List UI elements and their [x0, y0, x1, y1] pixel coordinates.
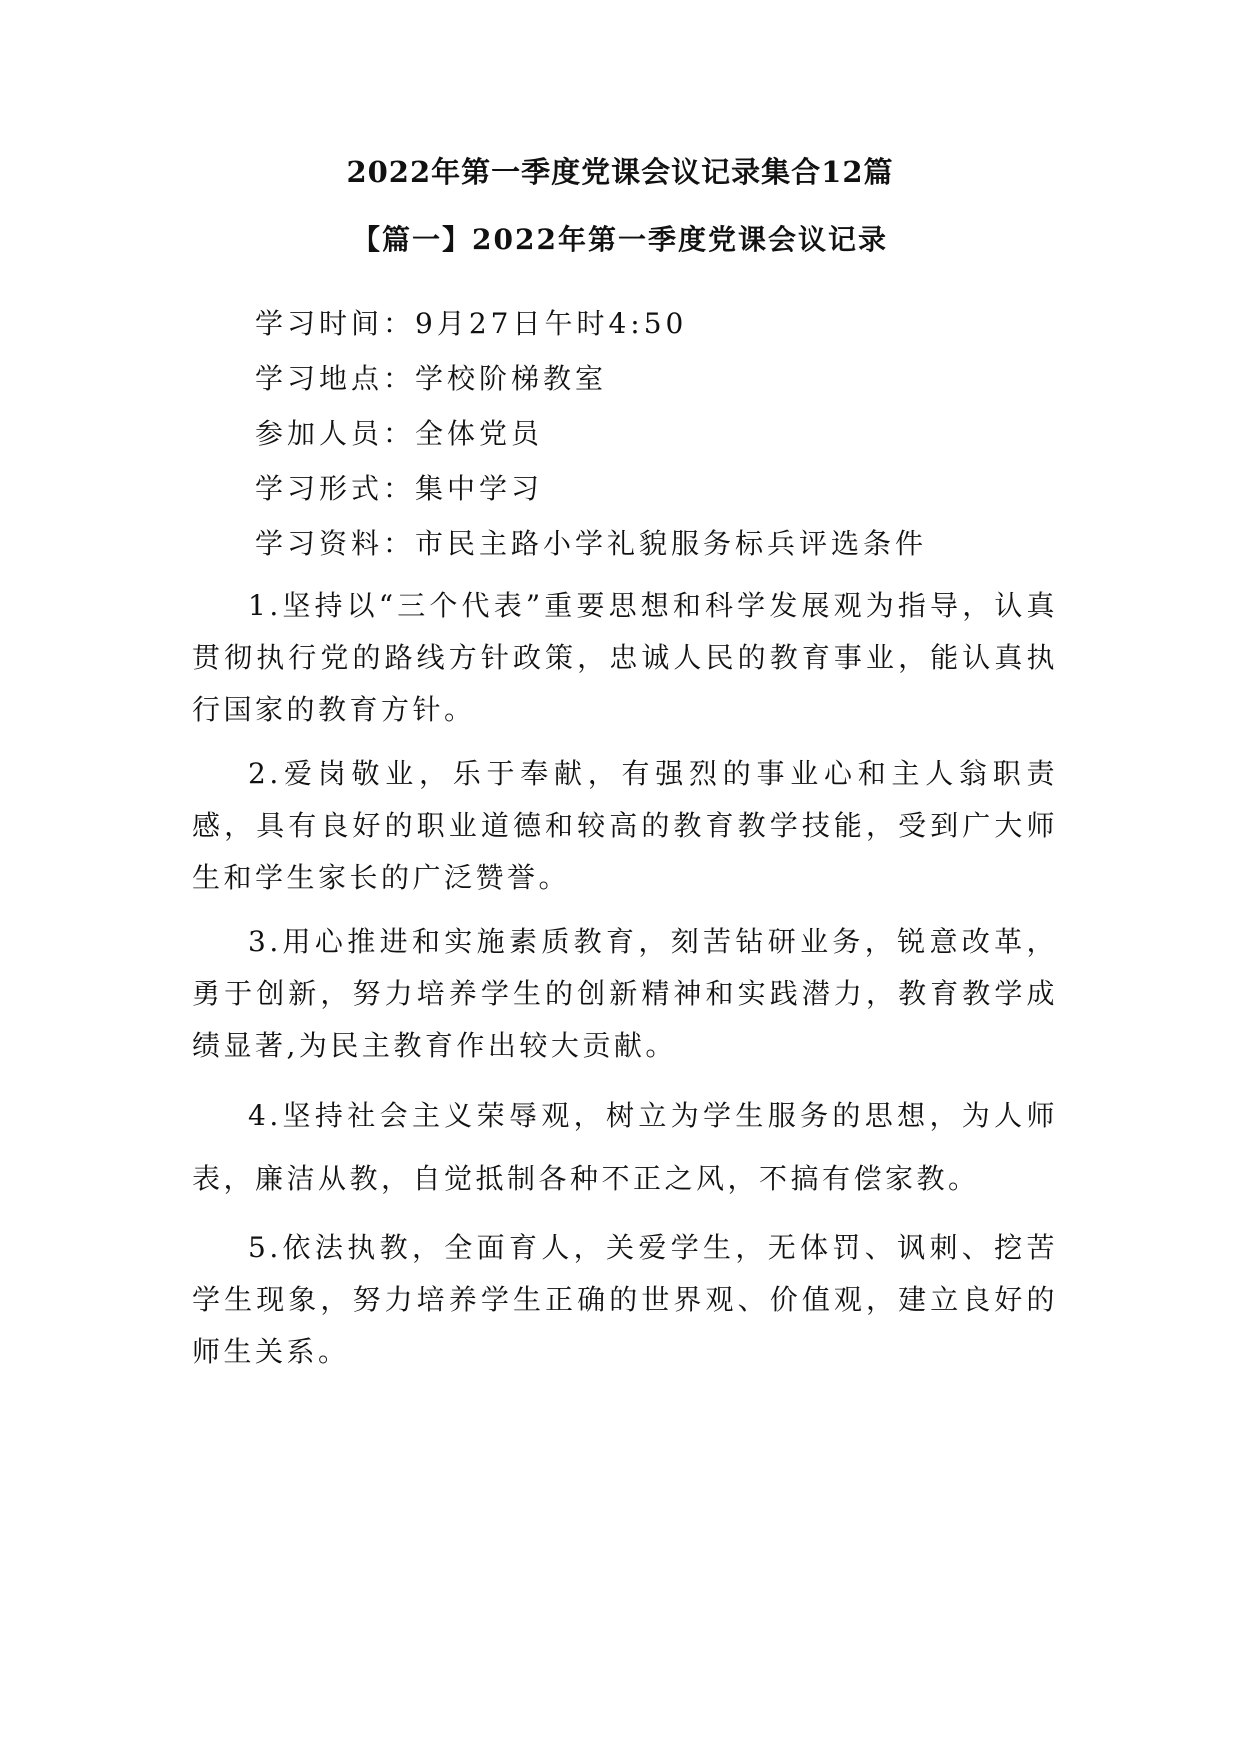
- attendees: 参加人员：全体党员: [255, 417, 544, 450]
- paragraph-4: 4.坚持社会主义荣辱观，树立为学生服务的思想，为人师表，廉洁从教，自觉抵制各种不正之风，不搞有偿家教。: [192, 1099, 1058, 1195]
- paragraph-5: 5.依法执教，全面育人，关爱学生，无体罚、讽刺、挖苦学生现象，努力培养学生正确的世界观、价值观，建立良好的师生关系。: [192, 1231, 1058, 1368]
- meeting-info-list: [255, 302, 1155, 577]
- section-heading: 【篇一】2022年第一季度党课会议记录: [352, 223, 888, 256]
- paragraph-2: 2.爱岗敬业，乐于奉献，有强烈的事业心和主人翁职责感，具有良好的职业道德和较高的教育教学技能，受到广大师生和学生家长的广泛赞誉。: [192, 757, 1058, 894]
- study-location: 学习地点：学校阶梯教室: [255, 362, 608, 395]
- study-format: 学习形式：集中学习: [255, 472, 544, 505]
- study-time: 学习时间：9月27日午时4:50: [255, 307, 688, 340]
- paragraph-3: 3.用心推进和实施素质教育，刻苦钻研业务，锐意改革，勇于创新，努力培养学生的创新精神和实践潜力，教育教学成绩显著,为民主教育作出较大贡献。: [192, 925, 1058, 1062]
- study-material: 学习资料：市民主路小学礼貌服务标兵评选条件: [255, 527, 928, 560]
- paragraph-1: 1.坚持以“三个代表”重要思想和科学发展观为指导，认真贯彻执行党的路线方针政策，忠诚人民的教育事业，能认真执行国家的教育方针。: [192, 589, 1058, 726]
- document-title: 2022年第一季度党课会议记录集合12篇: [346, 155, 894, 189]
- document-body: [192, 580, 1058, 1390]
